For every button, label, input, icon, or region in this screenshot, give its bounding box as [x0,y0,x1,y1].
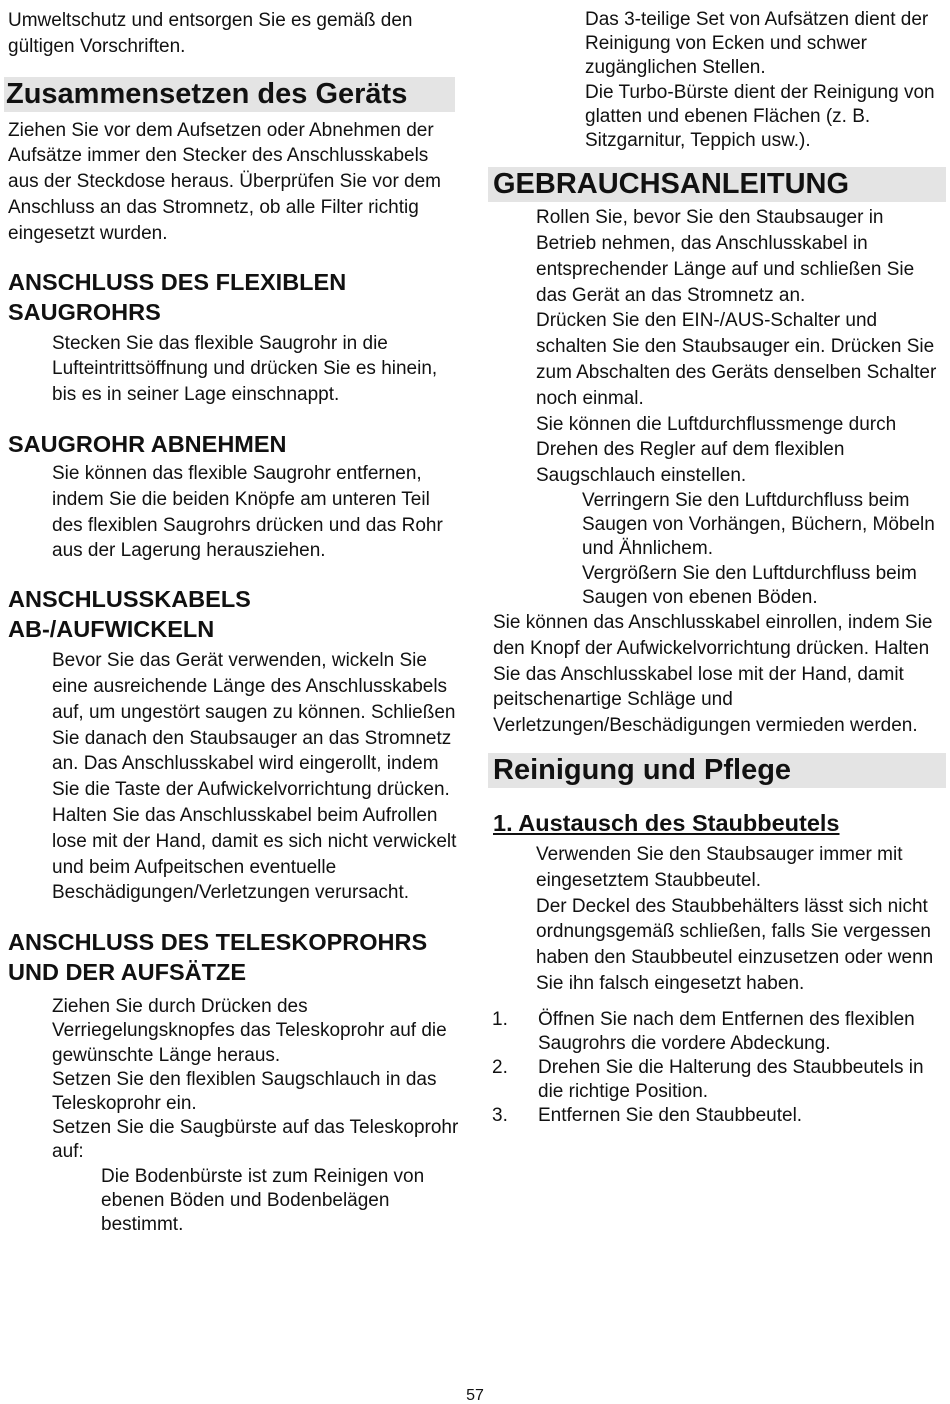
usage-paragraph-4: Verringern Sie den Luftdurchfluss beim Saugen von Vorhängen, Büchern, Möbeln und Ähnlichem. [582,489,935,560]
step-text: Entfernen Sie den Staubbeutel. [538,1104,803,1126]
hose-heading: ANSCHLUSS DES FLEXIBLEN SAUGROHRS [8,268,347,325]
steps-list [488,1008,946,1128]
telescope-paragraph-2: Setzen Sie den flexiblen Saugschlauch in das Teleskoprohr ein. [52,1068,437,1114]
step-number: 2. [492,1056,508,1078]
remove-paragraph: Sie können das flexible Saugrohr entfernen, indem Sie die beiden Knöpfe am unteren Teil des flexiblen Saugrohrs drücken und das Rohr aus der Lagerung herausziehen. [52,462,443,562]
assembly-paragraph: Ziehen Sie vor dem Aufsetzen oder Abnehmen der Aufsätze immer den Stecker des Anschlusskabels aus der Steckdose heraus. Überprüfen Sie vor dem Anschluss an das Stromnetz, ob alle Filter richtig eingesetzt wurden. [8,119,442,244]
care-heading: Reinigung und Pflege [488,753,946,788]
usage-paragraph-5: Vergrößern Sie den Luftdurchfluss beim Saugen von ebenen Böden. [582,562,917,608]
right-column [488,0,946,1128]
usage-paragraph-2: Drücken Sie den EIN-/AUS-Schalter und schalten Sie den Staubsauger ein. Drücken Sie zum Abschalten des Geräts denselben Schalter noch einmal. [536,310,937,409]
assembly-heading: Zusammensetzen des Geräts [4,77,455,112]
left-column [8,0,463,1237]
attachments-paragraph-1: Das 3-teilige Set von Aufsätzen dient der Reinigung von Ecken und schwer zugänglichen Stellen. [585,9,929,79]
cable-paragraph: Bevor Sie das Gerät verwenden, wickeln Sie eine ausreichende Länge des Anschlusskabels auf, um ungestört saugen zu können. Schließen Sie danach den Staubsauger an das Stromnetz an. Das Anschlusskabel wird eingerollt, indem Sie die Taste der Aufwickelvorrichtung drücken. Halten Sie das Anschlusskabel beim Aufrollen lose mit der Hand, damit es sich nicht verwickelt und beim Aufpeitschen eventuelle Beschädigungen/Verletzungen verursacht. [52,650,457,904]
step-number: 1. [492,1008,508,1030]
hose-paragraph: Stecken Sie das flexible Saugrohr in die Lufteintrittsöffnung und drücken Sie es hinein, bis es in seiner Lage einschnappt. [52,332,438,406]
telescope-paragraph-4: Die Bodenbürste ist zum Reinigen von ebenen Böden und Bodenbelägen bestimmt. [101,1165,425,1235]
bag-paragraph-2: Der Deckel des Staubbehälters lässt sich nicht ordnungsgemäß schließen, falls Sie vergessen haben den Staubbeutel einzusetzen oder wenn Sie ihn falsch eingesetzt haben. [536,895,934,994]
bag-paragraph-1: Verwenden Sie den Staubsauger immer mit eingesetztem Staubbeutel. [536,843,903,891]
telescope-paragraph-1: Ziehen Sie durch Drücken des Verriegelungsknopfes das Teleskoprohr auf die gewünschte Länge heraus. [52,996,447,1066]
usage-paragraph-6: Sie können das Anschlusskabel einrollen, indem Sie den Knopf der Aufwickelvorrichtung drücken. Halten Sie das Anschlusskabel lose mit der Hand, damit peitschenartige Schläge und Verletzungen/Beschädigungen vermieden werden. [493,612,933,737]
list-item [488,1056,946,1104]
page-number: 57 [466,1387,484,1404]
attachments-paragraph-2: Die Turbo-Bürste dient der Reinigung von glatten und ebenen Flächen (z. B. Sitzgarnitur, Teppich usw.). [585,81,935,152]
usage-heading: GEBRAUCHSANLEITUNG [488,167,946,202]
bag-heading: 1. Austausch des Staubbeutels [493,809,840,836]
list-item [488,1104,946,1128]
remove-heading: SAUGROHR ABNEHMEN [8,430,287,457]
step-number: 3. [492,1104,508,1126]
list-item [488,1008,946,1056]
telescope-heading: ANSCHLUSS DES TELESKOPROHRS UND DER AUFSÄTZE [8,929,428,986]
cable-heading: ANSCHLUSSKABELS AB-/AUFWICKELN [8,586,251,643]
step-text: Drehen Sie die Halterung des Staubbeutels in die richtige Position. [538,1056,924,1102]
step-text: Öffnen Sie nach dem Entfernen des flexiblen Saugrohrs die vordere Abdeckung. [538,1008,915,1054]
intro-paragraph: Umweltschutz und entsorgen Sie es gemäß den gültigen Vorschriften. [8,10,413,57]
usage-paragraph-1: Rollen Sie, bevor Sie den Staubsauger in Betrieb nehmen, das Anschlusskabel in entsprechender Länge auf und schließen Sie das Gerät an das Stromnetz an. [536,207,915,306]
usage-paragraph-3: Sie können die Luftdurchflussmenge durch Drehen des Regler auf dem flexiblen Saugschlauch einstellen. [536,413,897,487]
telescope-paragraph-3: Setzen Sie die Saugbürste auf das Teleskoprohr auf: [52,1117,459,1163]
